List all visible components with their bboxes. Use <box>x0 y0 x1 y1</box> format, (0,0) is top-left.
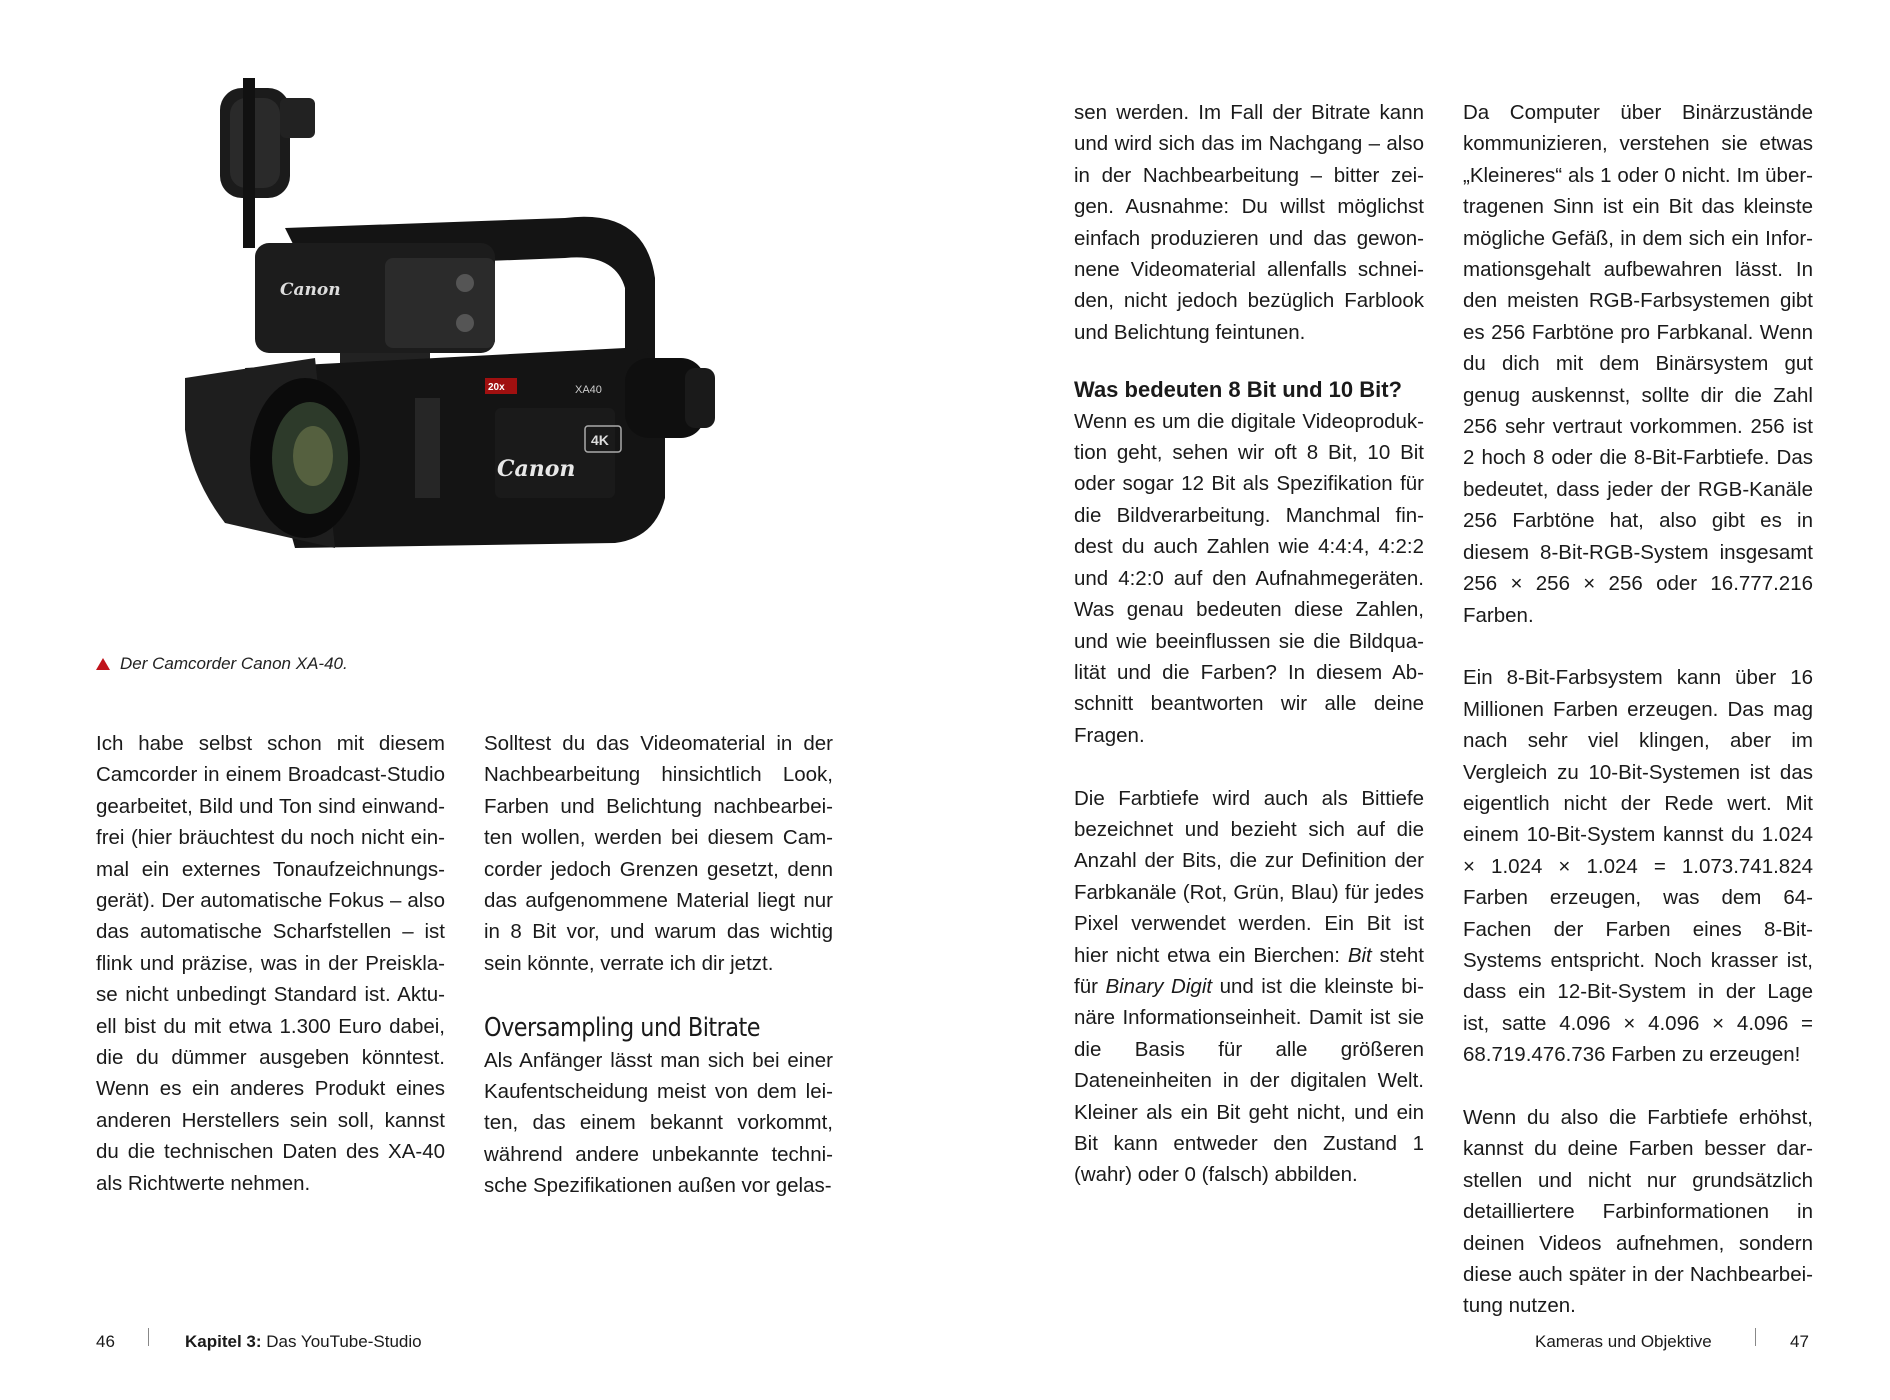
right-column-2 <box>1463 97 1813 1322</box>
section-footer: Kameras und Objektive <box>1535 1332 1712 1351</box>
paragraph: Da Computer über Binärzustände kommunizieren, verstehen sie etwas „Kleineres“ als 1 oder 0 nicht. Im übertragenen Sinn ist ein Bit das kleinste mögliche Gefäß, in dem sich ein Informationsgehalt aufbewahren lässt. In den meisten RGB-Farbsystemen gibt es 256 Farbtöne pro Farbkanal. Wenn du dich mit dem Binärsystem gut genug auskennst, sollte dir die Zahl 256 sehr vertraut vorkommen. 256 ist 2 hoch 8 oder die 8-Bit-Farbtiefe. Das bedeutet, dass jeder der RGB-Kanäle 256 Farbtöne hat, also gibt es in diesem 8-Bit-RGB-System insgesamt 256 × 256 × 256 oder 16.777.216 Farben. <box>1463 101 1813 627</box>
paragraph: Wenn es um die digitale Videoproduktion geht, sehen wir oft 8 Bit, 10 Bit oder sogar 12 Bit als Spezifikation für die Bildverarbeitung. Manchmal findest du auch Zahlen wie 4:4:4, 4:2:2 und 4:2:0 auf den Aufnahmegeräten. Was genau bedeuten diese Zahlen, und wie beeinflussen sie die Bildqualität und die Farben? In diesem Abschnitt beantworten wir alle deine Fragen. <box>1074 409 1424 747</box>
paragraph: Ich habe selbst schon mit diesem Camcorder in einem Broadcast-Studio gearbeitet, Bild und Ton sind einwandfrei (hier bräuchtest du noch nicht einmal ein externes Tonaufzeichnungsgerät). Der automatische Fokus – also das automatische Scharfstellen – ist flink und präzise, was in der Preisklase nicht unbedingt Standard ist. Aktuell bist du mit etwa 1.300 Euro dabei, die du dümmer ausgeben könntest. Wenn es ein anderes Produkt eines anderen Herstellers sein soll, kannst du die technischen Daten des XA-40 als Richtwerte nehmen. <box>96 732 445 1195</box>
brand-body-label: Canon <box>497 456 576 482</box>
page-number-left: 46 <box>96 1332 115 1351</box>
right-column-1 <box>1074 97 1424 1191</box>
paragraph: Wenn du also die Farbtiefe erhöhst, kannst du deine Farben besser darstellen und nicht nur grundsätzlich detailliertere Farbinformationen in deinen Videos aufnehmen, sondern diese auch später in der Nachbearbeitung nutzen. <box>1463 1105 1813 1318</box>
resolution-badge: 4K <box>591 432 609 448</box>
paragraph: Ein 8-Bit-Farbsystem kann über 16 Millionen Farben erzeugen. Das mag nach sehr viel klingen, aber im Vergleich zu 10-Bit-Systemen ist das eigentlich nicht der Rede wert. Mit einem 10-Bit-System kannst du 1.024 × 1.024 × 1.024 = 1.073.741.824 Farben erzeugen, was dem 64-Fachen der Farben eines 8-Bit-Systems entspricht. Noch krasser ist, dass ein 12-Bit-System in der Lage ist, satte 4.096 × 4.096 × 4.096 = 68.719.476.736 Farben zu erzeugen! <box>1463 666 1813 1067</box>
caption-text: Der Camcorder Canon XA-40. <box>120 654 348 673</box>
figure-caption <box>96 654 348 674</box>
chapter-footer: Kapitel 3: Das YouTube-Studio <box>185 1332 422 1351</box>
paragraph: sen werden. Im Fall der Bitrate kann und wird sich das im Nachgang – also in der Nachbearbeitung – bitter zeigen. Ausnahme: Du willst möglichst einfach produzieren und das gewonnene Videomaterial allenfalls schneiden, nicht jedoch bezüglich Farblook und Belichtung feintunen. <box>1074 101 1424 344</box>
section-heading-oversampling: Oversampling und Bitrate <box>484 1012 761 1043</box>
brand-top-label: Canon <box>280 280 341 300</box>
caption-triangle-icon <box>96 658 110 670</box>
zoom-badge: 20x <box>488 382 505 393</box>
page-number-right: 47 <box>1790 1332 1809 1351</box>
model-label: XA40 <box>575 384 602 396</box>
left-column-1 <box>96 728 445 1199</box>
paragraph: Die Farbtiefe wird auch als Bittiefe bezeichnet und bezieht sich auf die Anzahl der Bits, die zur Definition der Farbkanäle (Rot, Grün, Blau) für jedes Pixel verwendet werden. Ein Bit ist hier nicht etwa ein Bierchen: Bit steht für Binary Digit und ist die kleinste binäre Informationseinheit. Damit ist sie die Basis für alle größeren Dateneinheiten in der digitalen Welt. Kleiner als ein Bit geht nicht, und ein Bit kann entweder den Zustand 1 (wahr) oder 0 (falsch) abbilden. <box>1074 786 1425 1187</box>
footer-separator <box>148 1328 149 1346</box>
paragraph: Solltest du das Videomaterial in der Nachbearbeitung hinsichtlich Look, Farben und Belichtung nachbearbeiten wollen, werden bei diesem Camcorder jedoch Grenzen gesetzt, denn das aufgenommene Material liegt nur in 8 Bit vor, und warum das wichtig sein könnte, verrate ich dir jetzt. <box>484 732 833 975</box>
footer-separator <box>1755 1328 1756 1346</box>
paragraph: Als Anfänger lässt man sich bei einer Kaufentscheidung meist von dem leiten, das einem bekannt vorkommt, während andere unbekannte technische Spezifikationen außen vor gelas- <box>484 1048 833 1198</box>
left-column-2 <box>484 728 833 1202</box>
camcorder-image <box>185 78 755 618</box>
section-heading-8bit-10bit: Was bedeuten 8 Bit und 10 Bit? <box>1074 377 1402 403</box>
